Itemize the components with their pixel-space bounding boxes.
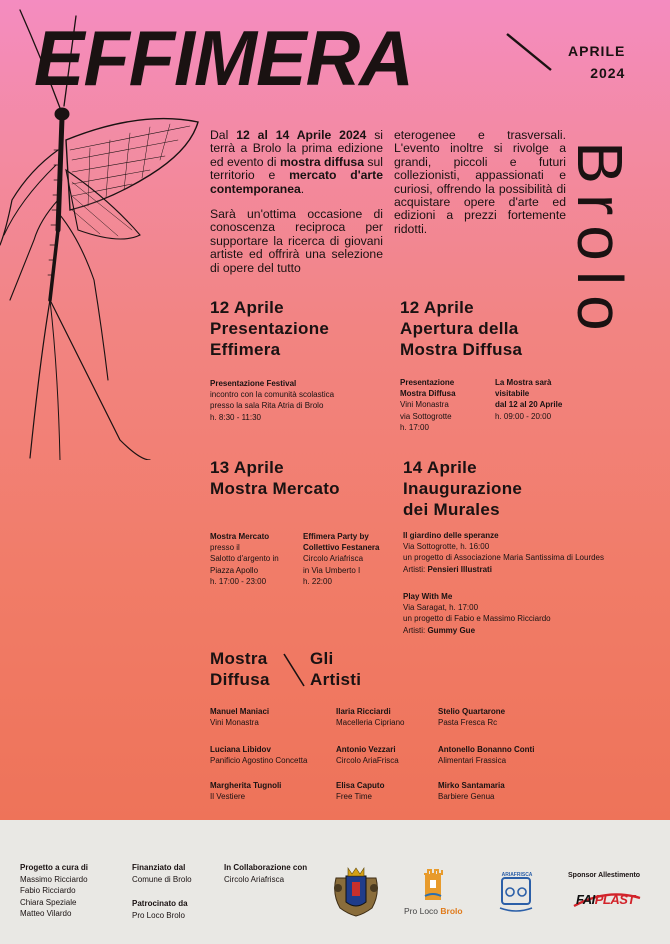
intro-column-right: [394, 129, 566, 248]
comune-brolo-crest-icon: [330, 864, 382, 918]
event-date: [568, 40, 625, 84]
event-title: EFFIMERA: [34, 14, 413, 102]
title-slash-divider: [505, 32, 553, 72]
funding-credits: Finanziato dal Comune di Brolo: [132, 863, 192, 884]
event-13-party-details: Effimera Party by Collettivo Festanera Circolo Ariafrisca in Via Umberto I h. 22:00: [303, 532, 380, 586]
town-name: Brolo: [564, 141, 636, 341]
event-14-murals-heading: 14 Aprile Inaugurazione dei Murales: [403, 458, 523, 519]
artist-entry: Elisa Caputo Free Time: [336, 781, 385, 802]
faiplast-logo: [570, 886, 644, 910]
sponsor-label: Sponsor Allestimento: [568, 872, 641, 879]
collaboration-credits: In Collaborazione con Circolo Ariafrisca: [224, 863, 308, 884]
artist-entry: Ilaria Ricciardi Macelleria Cipriano: [336, 707, 405, 728]
pro-loco-tower-icon: [422, 868, 444, 902]
event-year: 2024: [590, 65, 626, 81]
artist-entry: Mirko Santamaria Barbiere Genua: [438, 781, 505, 802]
intro-paragraph-1: Dal 12 al 14 Aprile 2024 si terrà a Brolo la prima edizione ed evento di mostra diffusa sul territorio e mercato d'arte contemporanea.: [210, 128, 384, 196]
artists-heading-right: Gli Artisti: [310, 649, 362, 689]
vertical-town-title: [560, 116, 640, 366]
artists-heading-left: Mostra Diffusa: [210, 649, 270, 689]
artists-slash-divider: [282, 652, 306, 688]
artist-entry: Stelio Quartarone Pasta Fresca Rc: [438, 707, 506, 728]
faiplast-wordmark: FAIPLAST: [576, 892, 635, 907]
event-12-presentation-heading: 12 Aprile Presentazione Effimera: [210, 298, 330, 359]
artist-entry: Antonio Vezzari Circolo AriaFrisca: [336, 745, 399, 766]
ariafrisca-logo-text: ARIAFRISCA: [501, 872, 533, 878]
artist-entry: Antonello Bonanno Conti Alimentari Frassica: [438, 745, 535, 766]
event-14-mural-2-details: Play With Me Via Saragat, h. 17:00 un progetto di Fabio e Massimo Ricciardo Artisti: Gummy Gue: [403, 592, 551, 635]
artist-entry: Luciana Libidov Panificio Agostino Concetta: [210, 745, 308, 766]
patronage-credits: Patrocinato da Pro Loco Brolo: [132, 899, 188, 920]
event-12-visiting-details: La Mostra sarà visitabile dal 12 al 20 Aprile h. 09:00 - 20:00: [495, 378, 563, 421]
intro-paragraph-3: eterogenee e trasversali. L'evento inoltre si rivolge a grandi, piccoli e futuri collezionisti, appassionati e curiosi, offrendo la possibilità di acquistare opere d'arte ed edizioni a prezzi fortemente ridotti.: [394, 128, 566, 236]
event-12-presentation-details: Presentazione Festival incontro con la comunità scolastica presso la sala Rita Atria di Brolo h. 8:30 - 11:30: [210, 379, 335, 422]
intro-paragraph-2: Sarà un'ottima occasione di conoscenza reciproca per supportare la ricerca di giovani artiste ed offrirà una selezione di opere del tutto: [210, 207, 383, 275]
event-13-market-heading: 13 Aprile Mostra Mercato: [210, 458, 340, 498]
pro-loco-logo-text: Pro Loco Brolo: [404, 906, 463, 916]
event-12-opening-details: Presentazione Mostra Diffusa Vini Monastra via Sottogrotte h. 17:00: [400, 378, 456, 432]
intro-column-left: [210, 129, 383, 287]
project-credits: Progetto a cura di Massimo Ricciardo Fabio Ricciardo Chiara Speziale Matteo Vilardo: [20, 863, 89, 918]
event-14-mural-1-details: Il giardino delle speranze Via Sottogrotte, h. 16:00 un progetto di Associazione Maria Santissima di Lourdes Artisti: Pensieri Illustrati: [403, 531, 604, 574]
event-month: APRILE: [568, 43, 626, 59]
artist-entry: Margherita Tugnoli Il Vestiere: [210, 781, 282, 802]
event-13-market-details: Mostra Mercato presso il Salotto d'argento in Piazza Apollo h. 17:00 - 23:00: [210, 532, 279, 586]
sponsors-footer: [0, 820, 670, 944]
event-12-opening-heading: 12 Aprile Apertura della Mostra Diffusa: [400, 298, 523, 359]
artist-entry: Manuel Maniaci Vini Monastra: [210, 707, 270, 728]
